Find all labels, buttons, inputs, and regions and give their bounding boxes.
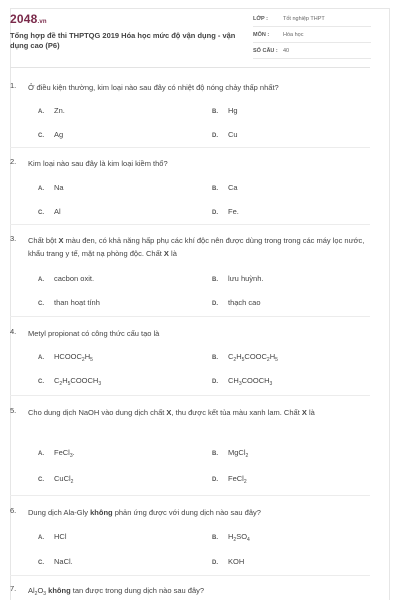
logo[interactable]: 2048.vn: [10, 12, 47, 26]
meta-value: Tốt nghiệp THPT: [283, 16, 325, 22]
question-divider: [10, 147, 370, 148]
question-number: 5.: [10, 406, 17, 415]
option-a[interactable]: A. $HCOOC_2H_5$: [38, 352, 93, 363]
question-divider: [10, 395, 370, 396]
option-d[interactable]: D. FeCl$_2$: [212, 474, 247, 485]
option-c[interactable]: C. Ag: [38, 130, 64, 139]
question-text: Dung dịch Ala-Gly không phản ứng được với dung dịch nào sau đây?: [28, 508, 261, 517]
option-d[interactable]: D. thạch cao: [212, 298, 261, 307]
option-a[interactable]: A. Zn.: [38, 106, 65, 115]
question-text: Ở điều kiện thường, kim loại nào sau đây có nhiệt độ nóng chảy thấp nhất?: [28, 83, 279, 92]
meta-row-subject: [253, 30, 371, 43]
option-b[interactable]: B. lưu huỳnh.: [212, 274, 264, 283]
option-c[interactable]: C. Al: [38, 207, 61, 216]
document-title: Tổng hợp đề thi THPTQG 2019 Hóa học mức độ vận dụng - vận dụng cao (P6): [10, 31, 236, 50]
option-c[interactable]: C. than hoạt tính: [38, 298, 100, 307]
question-text: Chất bột X màu đen, có khả năng hấp phụ các khí độc nên được dùng trong trong các máy lọc nước, khẩu trang y tế, mặt nạ phòng độc. Chất X là: [28, 236, 365, 258]
question-text: Kim loại nào sau đây là kim loại kiềm thổ?: [28, 159, 168, 168]
meta-label: SỐ CÂU :: [253, 48, 278, 54]
meta-row-question-count: [253, 46, 371, 59]
meta-row-class: [253, 14, 371, 27]
option-c[interactable]: C. CuCl$_2$: [38, 474, 74, 485]
option-a[interactable]: A. FeCl$_3$.: [38, 448, 75, 459]
option-d[interactable]: D. Cu: [212, 130, 238, 139]
option-b[interactable]: B. Hg: [212, 106, 238, 115]
option-d[interactable]: D. $CH_3COOCH_3$: [212, 376, 273, 387]
question-number: 4.: [10, 327, 17, 336]
option-a[interactable]: A. HCl: [38, 532, 67, 541]
meta-label: LỚP :: [253, 16, 268, 22]
option-c[interactable]: C. $C_2H_5COOCH_3$: [38, 376, 102, 387]
question-divider: [10, 224, 370, 225]
option-d[interactable]: D. KOH: [212, 557, 245, 566]
question-number: 1.: [10, 81, 17, 90]
meta-label: MÔN :: [253, 32, 270, 38]
option-d[interactable]: D. Fe.: [212, 207, 239, 216]
question-number: 6.: [10, 506, 17, 515]
question-divider: [10, 575, 370, 576]
meta-value: Hóa học: [283, 32, 304, 38]
option-a[interactable]: A. Na: [38, 183, 64, 192]
meta-value: 40: [283, 48, 290, 54]
option-b[interactable]: B. Ca: [212, 183, 238, 192]
question-text: $Al_2O_3$ không tan được trong dung dịch nào sau đây?: [28, 586, 205, 597]
question-text: Cho dung dịch NaOH vào dung dịch chất X, thu được kết tủa màu xanh lam. Chất X là: [28, 408, 315, 417]
question-text: Metyl propionat có công thức cấu tạo là: [28, 329, 160, 338]
question-number: 7.: [10, 584, 17, 593]
document-meta: [253, 14, 371, 62]
question-divider: [10, 495, 370, 496]
option-b[interactable]: B. MgCl$_2$: [212, 448, 249, 459]
option-a[interactable]: A. cacbon oxit.: [38, 274, 95, 283]
question-number: 3.: [10, 234, 17, 243]
header-divider: [10, 67, 370, 68]
option-b[interactable]: B. $H_2SO_4$: [212, 532, 250, 543]
option-b[interactable]: B. $C_2H_5COOC_2H_5$: [212, 352, 278, 363]
document-header: [10, 10, 370, 62]
option-c[interactable]: C. NaCl.: [38, 557, 73, 566]
question-divider: [10, 316, 370, 317]
question-number: 2.: [10, 157, 17, 166]
